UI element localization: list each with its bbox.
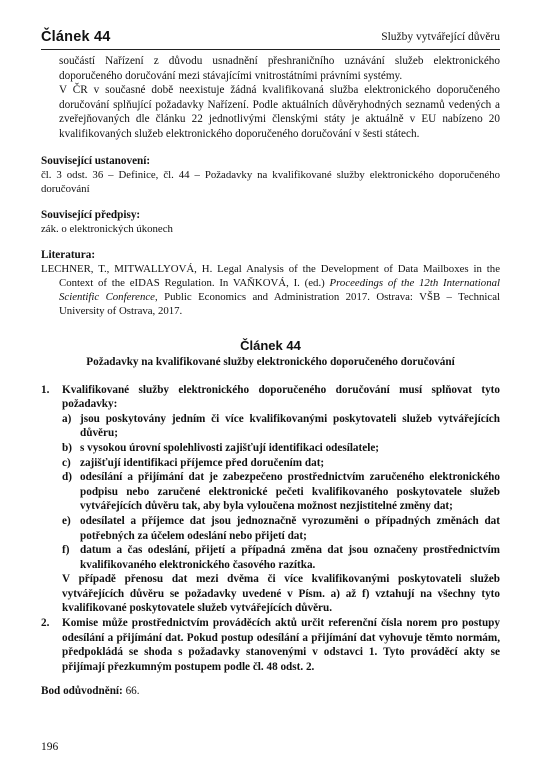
commentary-paragraph-1: součástí Nařízení z důvodu usnadnění přeshraničního uznávání služeb elektronického doporučeného doručování mezi stávajícími vnitrostátními právními systémy.	[59, 55, 500, 82]
recital-value: 66.	[125, 685, 140, 698]
literature-italic-title: Proceedings of the 12th International Scientific Conference	[59, 276, 500, 303]
list-text: odesílatel a příjemce dat jsou jednoznačně vyrozuměni o případných změnách dat potřebných za účelem odeslání nebo přijetí dat;	[80, 514, 500, 542]
article-subtitle: Požadavky na kvalifikované služby elektronického doporučeného doručování	[86, 355, 455, 368]
paragraph-intro: Kvalifikované služby elektronického doporučeného doručování musí splňovat tyto požadavky:	[62, 383, 500, 411]
list-letter: e)	[62, 514, 71, 527]
list-letter: f)	[62, 544, 70, 557]
page-number: 196	[41, 741, 59, 753]
list-item-a	[62, 412, 500, 441]
literature-text-part2: , Public Economics and Administration 2017. Ostrava: VŠB – Technical University of Ostrava, 2017.	[59, 290, 500, 317]
list-text: s vysokou úrovní spolehlivosti zajišťují identifikaci odesílatele;	[80, 441, 380, 454]
list-letter: b)	[62, 441, 72, 454]
paragraph-number: 2.	[41, 617, 50, 630]
article-paragraph-2	[41, 616, 500, 674]
related-regulations-heading: Související předpisy:	[41, 208, 141, 221]
running-header	[41, 29, 500, 47]
list-text: zajišťují identifikaci příjemce před doručením dat;	[80, 456, 325, 469]
paragraph-closing: V případě přenosu dat mezi dvěma či více kvalifikovanými poskytovateli služeb vytvářejících důvěru se požadavky uvedené v Písm. a) až f) vztahují na všechny tyto kvalifikované poskytovatele služeb vytvářejících důvěru.	[62, 573, 500, 615]
literature-entry	[41, 262, 500, 318]
page-body	[41, 54, 500, 699]
article-text	[41, 383, 500, 675]
related-provisions-text: čl. 3 odst. 36 – Definice, čl. 44 – Požadavky na kvalifikované služby elektronického doporučeného doručování	[41, 168, 500, 195]
paragraph-number: 1.	[41, 383, 50, 396]
literature-heading: Literatura:	[41, 248, 96, 261]
paragraph-text: Komise může prostřednictvím prováděcích aktů určit referenční čísla norem pro postupy odesílání a přijímání dat. Pokud postup odesílání a přijímání dat vyhovuje těmto normám, předpokládá se shoda s požadavky stanovenými v odstavci 1. Tyto prováděcí akty se přijímají přezkumným postupem podle čl. 48 odst. 2.	[62, 617, 500, 673]
list-item-d	[62, 470, 500, 514]
literature-text-part1: LECHNER, T., MITWALLYOVÁ, H. Legal Analysis of the Development of Data Mailboxes in the Context of the eIDAS Regulation. In VAŇKOVÁ, I. (ed.)	[41, 262, 500, 289]
recital-label: Bod odůvodnění:	[41, 685, 123, 698]
list-item-e	[62, 514, 500, 543]
related-provisions-heading: Související ustanovení:	[41, 154, 151, 167]
list-letter: a)	[62, 412, 72, 425]
header-rule	[41, 49, 500, 50]
list-item-f	[62, 543, 500, 572]
header-running-title: Služby vytvářející důvěru	[381, 31, 500, 43]
article-title: Článek 44	[240, 337, 301, 353]
commentary-paragraph-2: V ČR v současné době neexistuje žádná kvalifikovaná služba elektronického doporučeného doručování splňující požadavky Nařízení. Podle aktuálních důvěryhodných seznamů vedených a zveřejňovaných dle článku 22 jednotlivými členskými státy je aktuálně v EU nabízeno 20 kvalifikovaných služeb elektronického doporučeného doručování v šesti státech.	[59, 84, 500, 140]
list-item-b	[62, 441, 500, 456]
list-letter: c)	[62, 456, 71, 469]
article-paragraph-1	[41, 383, 500, 617]
list-text: odesílání a přijímání dat je zabezpečeno prostřednictvím zaručeného elektronického podpisu nebo zaručené elektronické pečeti kvalifikovaného poskytovatele služeb vytvářejících důvěru tak, aby byla vyloučena možnost nezjistitelné změny dat;	[80, 471, 500, 513]
recital-reference	[41, 684, 500, 699]
list-text: datum a čas odeslání, přijetí a případná změna dat jsou označeny prostřednictvím kvalifikovaného elektronického časového razítka.	[80, 544, 500, 571]
related-regulations-text: zák. o elektronických úkonech	[41, 222, 173, 235]
list-text: jsou poskytovány jedním či více kvalifikovanými poskytovateli služeb vytvářejících důvěru;	[80, 412, 500, 440]
list-letter: d)	[62, 471, 72, 484]
list-item-c	[62, 456, 500, 471]
header-article: Článek 44	[41, 29, 111, 45]
